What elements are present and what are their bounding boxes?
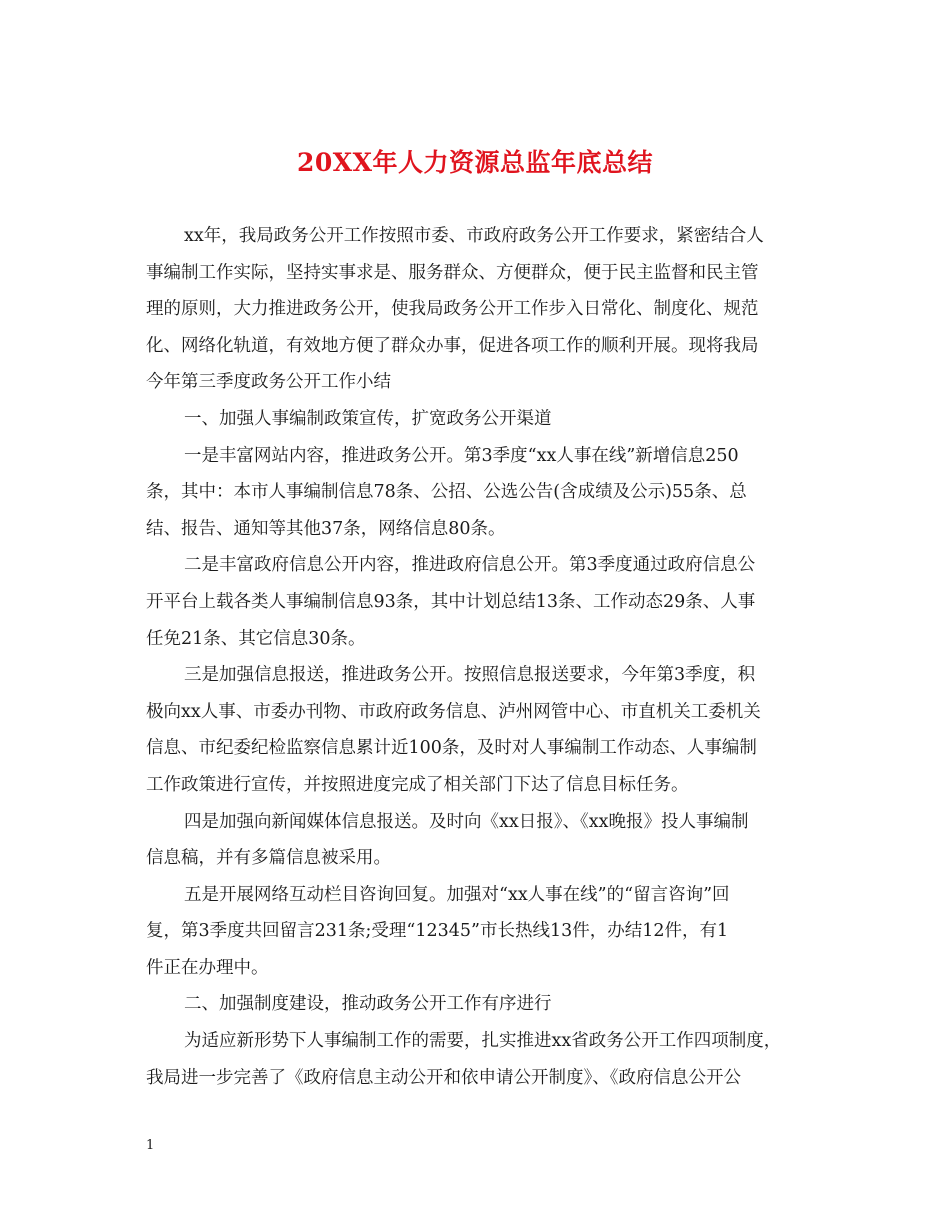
document-body <box>146 218 808 1096</box>
document-title: 20XX年人力资源总监年底总结 <box>296 148 654 177</box>
body-line: 为适应新形势下人事编制工作的需要，扎实推进xx省政务公开工作四项制度， <box>184 1031 782 1052</box>
body-line: 信息、市纪委纪检监察信息累计近100条，及时对人事编制工作动态、人事编制 <box>146 738 757 759</box>
body-line: 五是开展网络互动栏目咨询回复。加强对“xx人事在线”的“留言咨询”回 <box>184 884 730 905</box>
body-line: 一是丰富网站内容，推进政务公开。第3季度“xx人事在线”新增信息250 <box>184 445 739 466</box>
body-line: 化、网络化轨道，有效地方便了群众办事，促进各项工作的顺利开展。现将我局 <box>146 335 759 356</box>
body-line: 条，其中：本市人事编制信息78条、公招、公选公告(含成绩及公示)55条、总 <box>146 482 747 503</box>
body-line: 理的原则，大力推进政务公开，使我局政务公开工作步入日常化、制度化、规范 <box>146 299 759 320</box>
body-line: 开平台上载各类人事编制信息93条，其中计划总结13条、工作动态29条、人事 <box>146 591 756 612</box>
body-line: 二是丰富政府信息公开内容，推进政府信息公开。第3季度通过政府信息公 <box>184 555 756 576</box>
page-number: 1 <box>146 1138 155 1153</box>
body-line: 信息稿，并有多篇信息被采用。 <box>146 848 391 869</box>
body-line: xx年，我局政务公开工作按照市委、市政府政务公开工作要求，紧密结合人 <box>184 226 764 246</box>
section-heading: 二、加强制度建设，推动政务公开工作有序进行 <box>184 994 552 1015</box>
body-line: 件正在办理中。 <box>146 957 269 978</box>
body-line: 工作政策进行宣传，并按照进度完成了相关部门下达了信息目标任务。 <box>146 774 689 795</box>
body-line: 极向xx人事、市委办刊物、市政府政务信息、泸州网管中心、市直机关工委机关 <box>146 701 761 722</box>
body-line: 任免21条、其它信息30条。 <box>146 628 366 649</box>
body-line: 今年第三季度政务公开工作小结 <box>146 372 391 393</box>
body-line: 三是加强信息报送，推进政务公开。按照信息报送要求，今年第3季度，积 <box>184 665 756 686</box>
body-line: 复，第3季度共回留言231条;受理“12345”市长热线13件，办结12件，有1 <box>146 921 729 942</box>
body-line: 结、报告、通知等其他37条，网络信息80条。 <box>146 518 506 539</box>
body-line: 我局进一步完善了《政府信息主动公开和依申请公开制度》、《政府信息公开公 <box>146 1067 741 1088</box>
body-line: 事编制工作实际，坚持实事求是、服务群众、方便群众，便于民主监督和民主管 <box>146 262 759 283</box>
section-heading: 一、加强人事编制政策宣传，扩宽政务公开渠道 <box>184 408 552 429</box>
body-line: 四是加强向新闻媒体信息报送。及时向《xx日报》、《xx晚报》投人事编制 <box>184 811 749 832</box>
